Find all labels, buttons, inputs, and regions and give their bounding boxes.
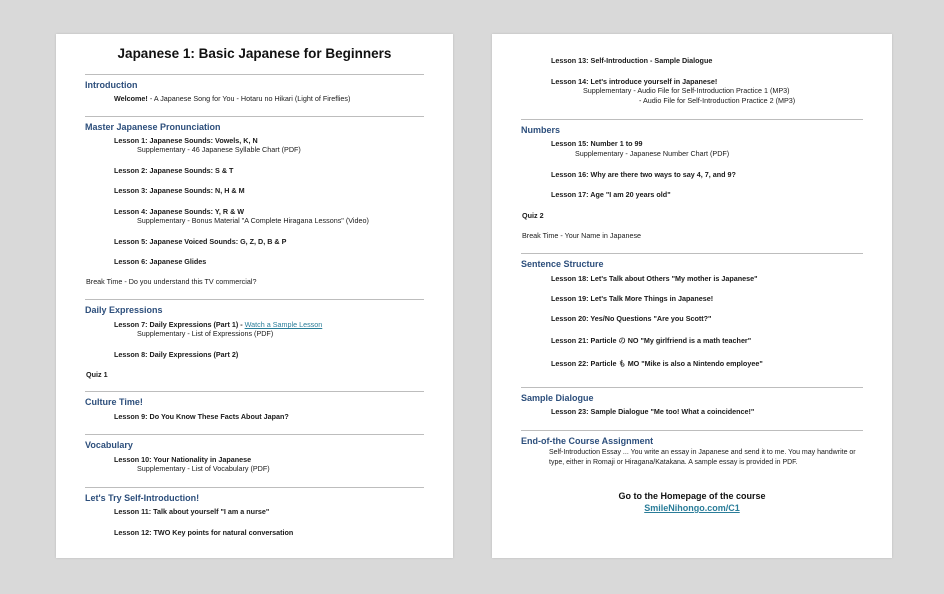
lesson-7-label: Lesson 7: Daily Expressions (Part 1) - xyxy=(114,320,245,329)
section-heading-pronunciation: Master Japanese Pronunciation xyxy=(85,122,221,132)
lesson-4-label: Lesson 4: Japanese Sounds: Y, R & W xyxy=(114,207,245,216)
lesson-18-label: Lesson 18: Let's Talk about Others "My mother is Japanese" xyxy=(551,274,758,283)
lesson-11-label: Lesson 11: Talk about yourself "I am a nurse" xyxy=(114,507,270,516)
lesson-17 xyxy=(551,190,671,199)
lesson-8 xyxy=(114,350,238,359)
lesson-6 xyxy=(114,257,206,266)
lesson-5 xyxy=(114,237,286,246)
section-heading-introduction: Introduction xyxy=(85,80,138,90)
lesson-5-label: Lesson 5: Japanese Voiced Sounds: G, Z, D, B & P xyxy=(114,237,287,246)
lesson-6-label: Lesson 6: Japanese Glides xyxy=(114,257,207,266)
lesson-19 xyxy=(551,294,713,303)
lesson-15-supplementary: Supplementary - Japanese Number Chart (PDF) xyxy=(575,149,730,158)
lesson-21 xyxy=(551,336,751,345)
lesson-3-label: Lesson 3: Japanese Sounds: N, H & M xyxy=(114,186,245,195)
section-heading-sentence-structure: Sentence Structure xyxy=(521,259,604,269)
section-sentence-structure xyxy=(521,253,863,269)
lesson-12 xyxy=(114,528,293,537)
section-heading-sample-dialogue: Sample Dialogue xyxy=(521,393,594,403)
lesson-14-supplementary-2: - Audio File for Self-Introduction Practice 2 (MP3) xyxy=(639,96,796,105)
section-heading-vocabulary: Vocabulary xyxy=(85,440,133,450)
watch-sample-lesson-link[interactable]: Watch a Sample Lesson xyxy=(244,320,323,329)
lesson-14-supplementary-1: Supplementary - Audio File for Self-Introduction Practice 1 (MP3) xyxy=(583,86,790,95)
lesson-3 xyxy=(114,186,245,195)
lesson-16 xyxy=(551,170,736,179)
lesson-7 xyxy=(114,320,322,329)
section-heading-culture: Culture Time! xyxy=(85,397,143,407)
lesson-22 xyxy=(551,359,763,368)
lesson-23 xyxy=(551,407,754,416)
lesson-15 xyxy=(551,139,642,148)
lesson-22-label: Lesson 22: Particle も MO "Mike is also a Nintendo employee" xyxy=(551,359,763,368)
section-heading-numbers: Numbers xyxy=(521,125,561,135)
lesson-14 xyxy=(551,77,717,86)
lesson-13-label: Lesson 13: Self-Introduction - Sample Dialogue xyxy=(551,56,713,65)
lesson-14-label: Lesson 14: Let's introduce yourself in Japanese! xyxy=(551,77,718,86)
section-introduction xyxy=(85,74,424,90)
assignment-description: Self-Introduction Essay ... You write an essay in Japanese and send it to me. You may handwrite or type, either in Romaji or Hiragana/Katakana. A sample essay is provided in PDF. xyxy=(549,449,856,466)
lesson-20-label: Lesson 20: Yes/No Questions "Are you Scott?" xyxy=(551,314,712,323)
section-pronunciation xyxy=(85,116,424,132)
section-sample-dialogue xyxy=(521,387,863,403)
lesson-23-label: Lesson 23: Sample Dialogue "Me too! What a coincidence!" xyxy=(551,407,755,416)
lesson-2-label: Lesson 2: Japanese Sounds: S & T xyxy=(114,166,234,175)
section-daily-expressions xyxy=(85,299,424,315)
section-vocabulary xyxy=(85,434,424,450)
lesson-1-label: Lesson 1: Japanese Sounds: Vowels, K, N xyxy=(114,136,258,145)
break-time-name: Break Time - Your Name in Japanese xyxy=(522,231,642,240)
homepage-prompt: Go to the Homepage of the course xyxy=(618,491,766,501)
lesson-9-label: Lesson 9: Do You Know These Facts About Japan? xyxy=(114,412,289,421)
section-assignment xyxy=(521,430,863,446)
homepage-link[interactable]: SmileNihongo.com/C1 xyxy=(644,503,740,513)
lesson-2 xyxy=(114,166,233,175)
quiz-1 xyxy=(86,370,108,379)
lesson-10-supplementary: Supplementary - List of Vocabulary (PDF) xyxy=(137,464,270,473)
lesson-1 xyxy=(114,136,258,145)
lesson-21-label: Lesson 21: Particle の NO "My girlfriend is a math teacher" xyxy=(551,336,752,345)
section-numbers xyxy=(521,119,863,135)
welcome-label: Welcome! xyxy=(114,94,148,103)
lesson-7-supplementary: Supplementary - List of Expressions (PDF) xyxy=(137,329,274,338)
lesson-17-label: Lesson 17: Age "I am 20 years old" xyxy=(551,190,671,199)
lesson-19-label: Lesson 19: Let's Talk More Things in Japanese! xyxy=(551,294,714,303)
section-heading-self-introduction: Let's Try Self-Introduction! xyxy=(85,493,200,503)
page-right xyxy=(492,34,892,558)
document-title: Japanese 1: Basic Japanese for Beginners xyxy=(117,46,392,61)
section-heading-daily-expressions: Daily Expressions xyxy=(85,305,163,315)
lesson-4-supplementary: Supplementary - Bonus Material "A Complete Hiragana Lessons" (Video) xyxy=(137,216,369,225)
lesson-20 xyxy=(551,314,711,323)
break-time-commercial: Break Time - Do you understand this TV commercial? xyxy=(86,277,257,286)
quiz-1-label: Quiz 1 xyxy=(86,370,108,379)
lesson-12-label: Lesson 12: TWO Key points for natural conversation xyxy=(114,528,294,537)
lesson-11 xyxy=(114,507,269,516)
lesson-4 xyxy=(114,207,244,216)
quiz-2 xyxy=(522,211,544,220)
lesson-18 xyxy=(551,274,758,283)
quiz-2-label: Quiz 2 xyxy=(522,211,544,220)
section-culture xyxy=(85,391,424,407)
welcome-text: - A Japanese Song for You - Hotaru no Hikari (Light of Fireflies) xyxy=(147,94,351,103)
lesson-13 xyxy=(551,56,712,65)
lesson-10 xyxy=(114,455,251,464)
lesson-10-label: Lesson 10: Your Nationality in Japanese xyxy=(114,455,252,464)
lesson-9 xyxy=(114,412,289,421)
lesson-8-label: Lesson 8: Daily Expressions (Part 2) xyxy=(114,350,239,359)
section-self-introduction xyxy=(85,487,424,503)
section-heading-assignment: End-of-the Course Assignment xyxy=(521,436,654,446)
lesson-16-label: Lesson 16: Why are there two ways to say 4, 7, and 9? xyxy=(551,170,736,179)
page-left xyxy=(56,34,453,558)
lesson-15-label: Lesson 15: Number 1 to 99 xyxy=(551,139,643,148)
welcome-item xyxy=(114,94,350,103)
lesson-1-supplementary: Supplementary - 46 Japanese Syllable Chart (PDF) xyxy=(137,145,301,154)
